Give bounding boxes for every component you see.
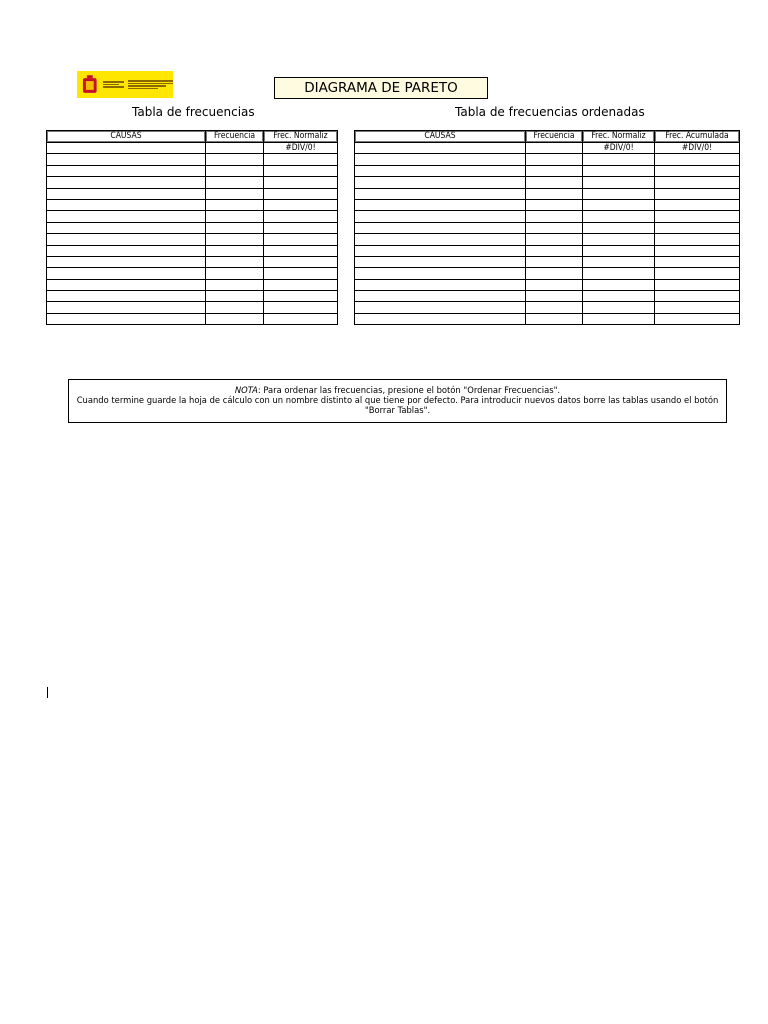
table-row: [355, 313, 740, 324]
table-cell[interactable]: [206, 313, 264, 324]
column-header-frecuencia: Frecuencia: [526, 131, 583, 143]
table-cell[interactable]: [583, 234, 655, 245]
table-cell[interactable]: [583, 279, 655, 290]
table-row: [355, 188, 740, 199]
column-header-causas: CAUSAS: [355, 131, 526, 143]
table-cell[interactable]: [47, 302, 206, 313]
column-header-frec-normaliz: Frec. Normaliz: [583, 131, 655, 143]
table-cell[interactable]: [355, 154, 526, 165]
table-cell[interactable]: [526, 256, 583, 267]
table-cell[interactable]: [655, 222, 740, 233]
table-cell[interactable]: [206, 256, 264, 267]
table-cell[interactable]: [264, 165, 338, 176]
table-cell[interactable]: [583, 165, 655, 176]
table-cell[interactable]: [583, 211, 655, 222]
table-row: [47, 188, 338, 199]
note-line-3: "Borrar Tablas".: [364, 405, 431, 415]
table-cell[interactable]: [655, 188, 740, 199]
table-cell[interactable]: [355, 188, 526, 199]
note-line-1: [69, 385, 726, 395]
table-cell[interactable]: [583, 177, 655, 188]
table-cell[interactable]: [264, 291, 338, 302]
table-cell[interactable]: [206, 154, 264, 165]
table-row: [355, 143, 740, 154]
table-cell[interactable]: [355, 143, 526, 154]
note-label: NOTA: [234, 385, 258, 395]
table-cell[interactable]: [47, 222, 206, 233]
table-cell[interactable]: [47, 143, 206, 154]
table-cell[interactable]: #DIV/0!: [264, 143, 338, 154]
table-cell[interactable]: [583, 199, 655, 210]
table-cell[interactable]: [206, 165, 264, 176]
table-cell[interactable]: [206, 199, 264, 210]
table-cell[interactable]: [206, 177, 264, 188]
logo-ministry-text-lines: [128, 80, 173, 89]
table-cell[interactable]: [583, 154, 655, 165]
table-cell[interactable]: [583, 268, 655, 279]
table-row: [47, 245, 338, 256]
table-cell[interactable]: [355, 177, 526, 188]
table-cell[interactable]: [47, 199, 206, 210]
table-cell[interactable]: [583, 302, 655, 313]
note-box: [68, 379, 727, 423]
table-cell[interactable]: [206, 291, 264, 302]
note-text-1: : Para ordenar las frecuencias, presione el botón "Ordenar Frecuencias".: [257, 385, 561, 395]
table-cell[interactable]: [206, 222, 264, 233]
table-cell[interactable]: [206, 143, 264, 154]
table-cell[interactable]: [655, 234, 740, 245]
table-cell[interactable]: [264, 211, 338, 222]
page-title: DIAGRAMA DE PARETO: [274, 77, 488, 99]
table-cell[interactable]: [526, 177, 583, 188]
table-row: [355, 256, 740, 267]
table-row: [355, 177, 740, 188]
table-cell[interactable]: [355, 302, 526, 313]
table-row: [355, 291, 740, 302]
table-cell[interactable]: [583, 313, 655, 324]
table-cell[interactable]: [655, 211, 740, 222]
table-cell[interactable]: [526, 154, 583, 165]
frequency-table: [46, 130, 338, 325]
table-cell[interactable]: [264, 302, 338, 313]
table-cell[interactable]: [264, 188, 338, 199]
coat-of-arms-icon: [81, 75, 99, 95]
table-cell[interactable]: [264, 268, 338, 279]
table-row: [355, 268, 740, 279]
table-row: [47, 302, 338, 313]
table-cell[interactable]: [655, 279, 740, 290]
table-cell[interactable]: [526, 313, 583, 324]
table-cell[interactable]: [355, 211, 526, 222]
table-cell[interactable]: [526, 188, 583, 199]
table-cell[interactable]: [206, 302, 264, 313]
table-cell[interactable]: [583, 188, 655, 199]
table-cell[interactable]: [47, 188, 206, 199]
table-cell[interactable]: [264, 245, 338, 256]
table-cell[interactable]: [264, 222, 338, 233]
column-header-causas: CAUSAS: [47, 131, 206, 143]
table-row: [47, 256, 338, 267]
table-cell[interactable]: [47, 245, 206, 256]
column-header-frec-acumulada: Frec. Acumulada: [655, 131, 740, 143]
table-cell[interactable]: [355, 165, 526, 176]
table-cell[interactable]: [655, 313, 740, 324]
table-row: [355, 234, 740, 245]
table-cell[interactable]: [47, 154, 206, 165]
ministry-logo: [77, 71, 173, 98]
table-cell[interactable]: [355, 199, 526, 210]
table-cell[interactable]: [47, 234, 206, 245]
table-cell[interactable]: [526, 291, 583, 302]
table-row: [355, 199, 740, 210]
table-cell[interactable]: [583, 291, 655, 302]
table-cell[interactable]: [655, 177, 740, 188]
text-cursor: [47, 687, 48, 698]
table-cell[interactable]: [206, 279, 264, 290]
table-cell[interactable]: [655, 199, 740, 210]
table-row: [47, 291, 338, 302]
table-cell[interactable]: [47, 256, 206, 267]
table-cell[interactable]: [264, 154, 338, 165]
table-cell[interactable]: [264, 234, 338, 245]
table-cell[interactable]: [206, 245, 264, 256]
table-cell[interactable]: [206, 188, 264, 199]
table-cell[interactable]: [655, 268, 740, 279]
logo-text-lines: [103, 81, 124, 88]
table-cell[interactable]: [355, 245, 526, 256]
table-cell[interactable]: [655, 256, 740, 267]
table-row: [47, 234, 338, 245]
table-cell[interactable]: [47, 165, 206, 176]
table-cell[interactable]: [526, 268, 583, 279]
table-row: [47, 211, 338, 222]
table-cell[interactable]: [526, 302, 583, 313]
column-header-frecuencia: Frecuencia: [206, 131, 264, 143]
table-cell[interactable]: [526, 245, 583, 256]
table-row: [355, 211, 740, 222]
table-cell[interactable]: [264, 199, 338, 210]
table-row: [47, 313, 338, 324]
table-row: [355, 165, 740, 176]
column-header-frec-normaliz: Frec. Normaliz: [264, 131, 338, 143]
table-cell[interactable]: [583, 222, 655, 233]
table-cell[interactable]: #DIV/0!: [655, 143, 740, 154]
table-cell[interactable]: [655, 154, 740, 165]
table-cell[interactable]: [526, 199, 583, 210]
table-row: [47, 199, 338, 210]
table-cell[interactable]: [655, 165, 740, 176]
table-cell[interactable]: #DIV/0!: [583, 143, 655, 154]
table-cell[interactable]: [264, 177, 338, 188]
table-cell[interactable]: [655, 291, 740, 302]
table-cell[interactable]: [526, 222, 583, 233]
table-row: [355, 279, 740, 290]
frequency-table-title: Tabla de frecuencias: [132, 105, 255, 119]
table-row: [47, 177, 338, 188]
table-row: [47, 279, 338, 290]
table-cell[interactable]: [355, 256, 526, 267]
table-cell[interactable]: [655, 302, 740, 313]
table-cell[interactable]: [526, 279, 583, 290]
table-cell[interactable]: [206, 268, 264, 279]
sorted-frequency-table-title: Tabla de frecuencias ordenadas: [455, 105, 645, 119]
table-cell[interactable]: [355, 279, 526, 290]
table-cell[interactable]: [206, 211, 264, 222]
table-cell[interactable]: [47, 279, 206, 290]
table-cell[interactable]: [355, 222, 526, 233]
table-cell[interactable]: [526, 143, 583, 154]
table-cell[interactable]: [526, 211, 583, 222]
table-cell[interactable]: [47, 177, 206, 188]
table-cell[interactable]: [264, 279, 338, 290]
table-row: [47, 165, 338, 176]
table-cell[interactable]: [206, 234, 264, 245]
table-cell[interactable]: [264, 313, 338, 324]
table-cell[interactable]: [355, 234, 526, 245]
table-cell[interactable]: [264, 256, 338, 267]
table-cell[interactable]: [583, 245, 655, 256]
table-cell[interactable]: [47, 313, 206, 324]
table-cell[interactable]: [47, 211, 206, 222]
table-cell[interactable]: [355, 313, 526, 324]
table-cell[interactable]: [47, 291, 206, 302]
note-line-2: Cuando termine guarde la hoja de cálculo con un nombre distinto al que tiene por defecto. Para introducir nuevos datos borre las tablas usando el botón: [76, 395, 719, 405]
table-cell[interactable]: [526, 165, 583, 176]
table-row: [47, 222, 338, 233]
table-cell[interactable]: [526, 234, 583, 245]
table-cell[interactable]: [47, 268, 206, 279]
table-row: [47, 154, 338, 165]
table-cell[interactable]: [655, 245, 740, 256]
table-row: [47, 143, 338, 154]
table-row: [355, 245, 740, 256]
sorted-frequency-table: [354, 130, 740, 325]
table-row: [355, 154, 740, 165]
table-cell[interactable]: [583, 256, 655, 267]
table-row: [355, 302, 740, 313]
table-cell[interactable]: [355, 291, 526, 302]
table-row: [355, 222, 740, 233]
table-cell[interactable]: [355, 268, 526, 279]
table-row: [47, 268, 338, 279]
